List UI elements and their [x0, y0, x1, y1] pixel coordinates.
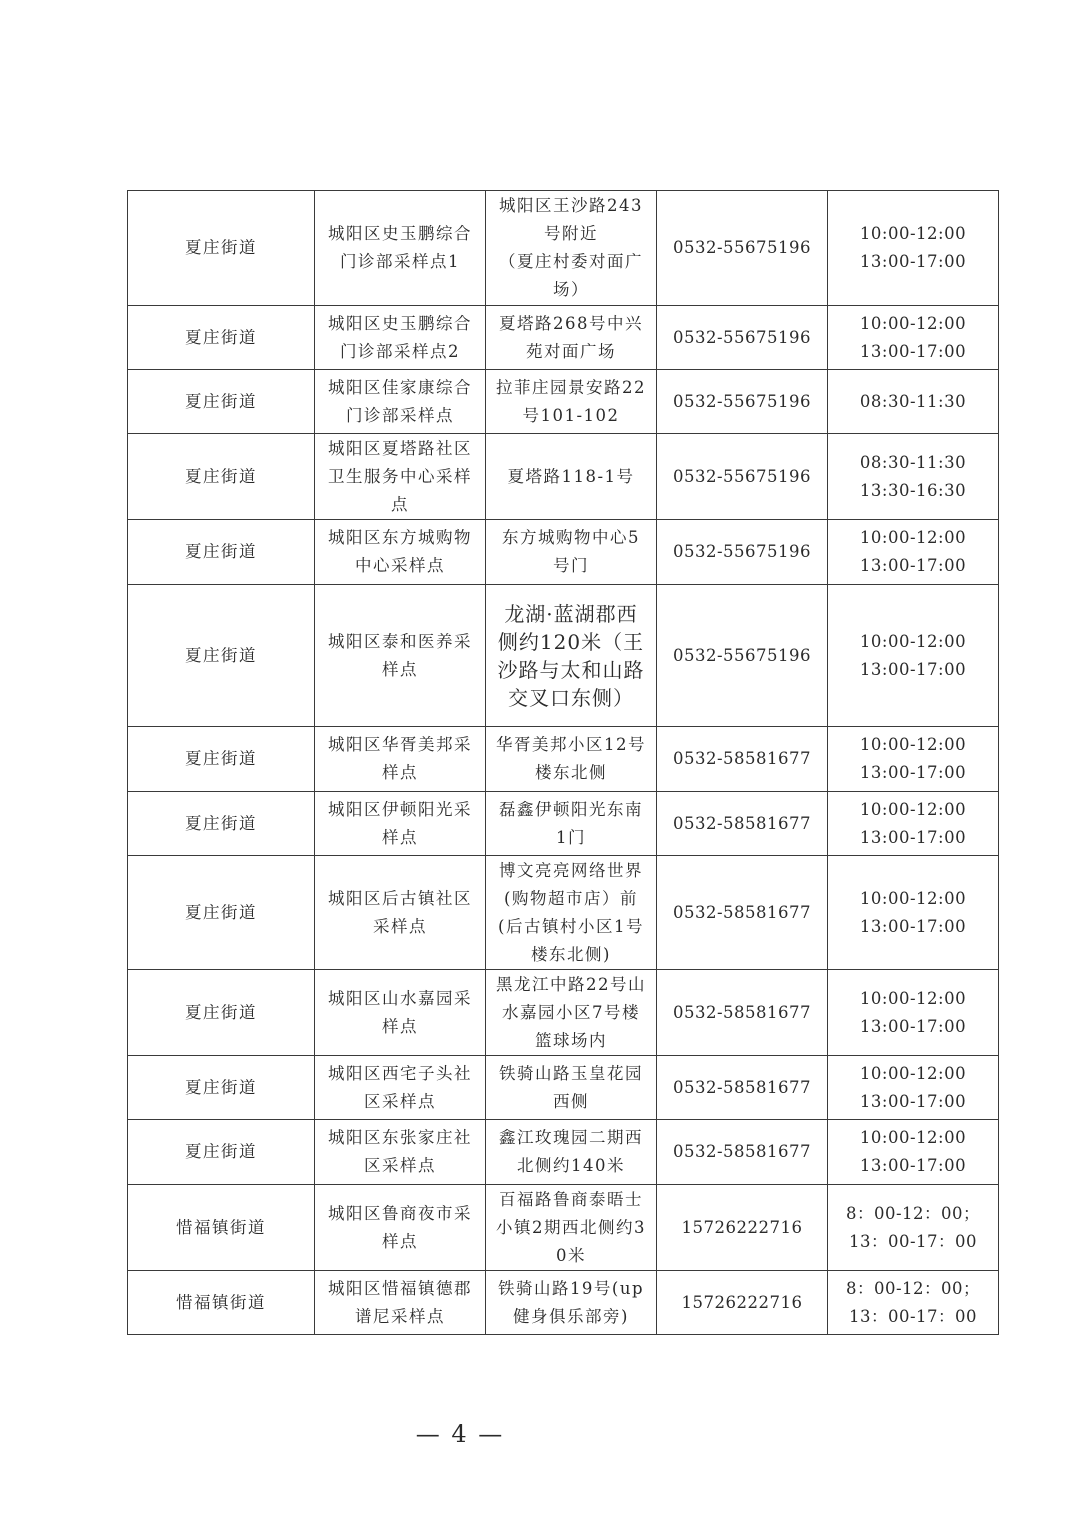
table-row	[128, 191, 999, 306]
site-name-cell: 城阳区山水嘉园采样点	[315, 970, 486, 1056]
street-cell: 夏庄街道	[128, 434, 315, 520]
table-row	[128, 434, 999, 520]
phone-cell: 0532-55675196	[657, 585, 828, 727]
phone-cell: 0532-58581677	[657, 970, 828, 1056]
hours-cell: 8：00-12：00； 13：00-17：00	[828, 1185, 999, 1271]
street-cell: 惜福镇街道	[128, 1271, 315, 1335]
address-cell: 鑫江玫瑰园二期西北侧约140米	[486, 1120, 657, 1185]
address-cell: 拉菲庄园景安路22号101-102	[486, 370, 657, 434]
address-cell: 华胥美邦小区12号楼东北侧	[486, 727, 657, 792]
street-cell: 夏庄街道	[128, 856, 315, 970]
page-number: — 4 —	[415, 1420, 505, 1448]
table-row	[128, 1056, 999, 1120]
table-row	[128, 792, 999, 856]
table-row	[128, 970, 999, 1056]
sampling-sites-table	[127, 190, 999, 1335]
hours-cell: 10:00-12:00 13:00-17:00	[828, 585, 999, 727]
street-cell: 夏庄街道	[128, 970, 315, 1056]
table-row	[128, 1120, 999, 1185]
phone-cell: 0532-55675196	[657, 434, 828, 520]
site-name-cell: 城阳区华胥美邦采样点	[315, 727, 486, 792]
hours-cell: 10:00-12:00 13:00-17:00	[828, 191, 999, 306]
street-cell: 夏庄街道	[128, 520, 315, 585]
address-cell: 城阳区王沙路243号附近 （夏庄村委对面广场）	[486, 191, 657, 306]
address-cell: 铁骑山路19号(up健身俱乐部旁)	[486, 1271, 657, 1335]
phone-cell: 0532-58581677	[657, 727, 828, 792]
hours-cell: 10:00-12:00 13:00-17:00	[828, 1120, 999, 1185]
address-cell: 铁骑山路玉皇花园西侧	[486, 1056, 657, 1120]
address-cell: 黑龙江中路22号山水嘉园小区7号楼篮球场内	[486, 970, 657, 1056]
address-cell: 百福路鲁商泰晤士小镇2期西北侧约30米	[486, 1185, 657, 1271]
table-row	[128, 306, 999, 370]
hours-cell: 08:30-11:30 13:30-16:30	[828, 434, 999, 520]
street-cell: 夏庄街道	[128, 370, 315, 434]
address-cell: 东方城购物中心5号门	[486, 520, 657, 585]
site-name-cell: 城阳区鲁商夜市采样点	[315, 1185, 486, 1271]
street-cell: 惜福镇街道	[128, 1185, 315, 1271]
site-name-cell: 城阳区泰和医养采样点	[315, 585, 486, 727]
hours-cell: 10:00-12:00 13:00-17:00	[828, 520, 999, 585]
address-cell: 博文亮亮网络世界(购物超市店）前 (后古镇村小区1号楼东北侧)	[486, 856, 657, 970]
site-name-cell: 城阳区西宅子头社区采样点	[315, 1056, 486, 1120]
street-cell: 夏庄街道	[128, 585, 315, 727]
address-cell: 夏塔路268号中兴苑对面广场	[486, 306, 657, 370]
hours-cell: 10:00-12:00 13:00-17:00	[828, 306, 999, 370]
hours-cell: 10:00-12:00 13:00-17:00	[828, 1056, 999, 1120]
street-cell: 夏庄街道	[128, 1120, 315, 1185]
street-cell: 夏庄街道	[128, 727, 315, 792]
street-cell: 夏庄街道	[128, 792, 315, 856]
site-name-cell: 城阳区夏塔路社区卫生服务中心采样点	[315, 434, 486, 520]
address-cell: 夏塔路118-1号	[486, 434, 657, 520]
site-name-cell: 城阳区后古镇社区采样点	[315, 856, 486, 970]
phone-cell: 15726222716	[657, 1185, 828, 1271]
phone-cell: 0532-55675196	[657, 306, 828, 370]
table-row	[128, 585, 999, 727]
site-name-cell: 城阳区东方城购物中心采样点	[315, 520, 486, 585]
phone-cell: 0532-55675196	[657, 191, 828, 306]
hours-cell: 10:00-12:00 13:00-17:00	[828, 727, 999, 792]
phone-cell: 0532-58581677	[657, 1120, 828, 1185]
phone-cell: 0532-55675196	[657, 520, 828, 585]
hours-cell: 10:00-12:00 13:00-17:00	[828, 856, 999, 970]
hours-cell: 8：00-12：00； 13：00-17：00	[828, 1271, 999, 1335]
street-cell: 夏庄街道	[128, 191, 315, 306]
site-name-cell: 城阳区史玉鹏综合门诊部采样点2	[315, 306, 486, 370]
table-row	[128, 727, 999, 792]
table-row	[128, 856, 999, 970]
site-name-cell: 城阳区史玉鹏综合门诊部采样点1	[315, 191, 486, 306]
site-name-cell: 城阳区伊顿阳光采样点	[315, 792, 486, 856]
phone-cell: 0532-58581677	[657, 792, 828, 856]
table-row	[128, 1271, 999, 1335]
hours-cell: 08:30-11:30	[828, 370, 999, 434]
site-name-cell: 城阳区佳家康综合门诊部采样点	[315, 370, 486, 434]
table-row	[128, 370, 999, 434]
site-name-cell: 城阳区东张家庄社区采样点	[315, 1120, 486, 1185]
phone-cell: 0532-58581677	[657, 1056, 828, 1120]
table-row	[128, 520, 999, 585]
address-cell: 磊鑫伊顿阳光东南1门	[486, 792, 657, 856]
hours-cell: 10:00-12:00 13:00-17:00	[828, 792, 999, 856]
phone-cell: 0532-58581677	[657, 856, 828, 970]
address-cell: 龙湖·蓝湖郡西侧约120米（王沙路与太和山路交叉口东侧）	[486, 585, 657, 727]
hours-cell: 10:00-12:00 13:00-17:00	[828, 970, 999, 1056]
phone-cell: 0532-55675196	[657, 370, 828, 434]
street-cell: 夏庄街道	[128, 306, 315, 370]
street-cell: 夏庄街道	[128, 1056, 315, 1120]
phone-cell: 15726222716	[657, 1271, 828, 1335]
table-row	[128, 1185, 999, 1271]
site-name-cell: 城阳区惜福镇德郡谱尼采样点	[315, 1271, 486, 1335]
